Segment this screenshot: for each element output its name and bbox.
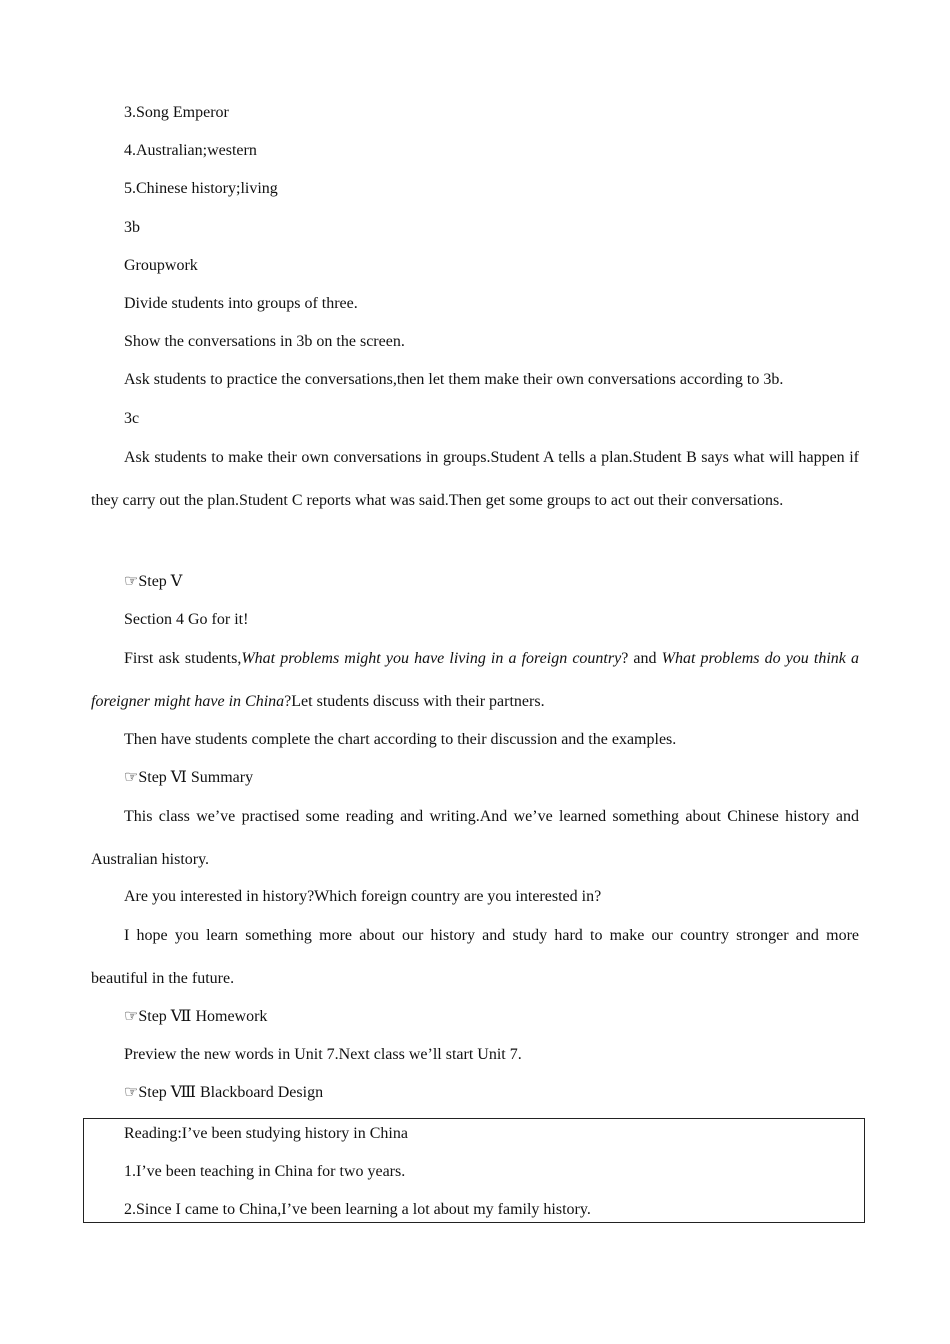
paragraph-step-5: First ask students,What problems might you have living in a foreign country? and What problems do you think a foreigner might have in China?Let students discuss with their partners. bbox=[91, 650, 859, 710]
instruction-line: Divide students into groups of three. bbox=[124, 295, 358, 312]
paragraph-3c: Ask students to make their own conversations in groups.Student A tells a plan.Student B says what will happen if they carry out the plan.Student C reports what was said.Then get some groups to act out their conversations. bbox=[91, 449, 859, 509]
groupwork-label: Groupwork bbox=[124, 257, 198, 274]
summary-question: Are you interested in history?Which foreign country are you interested in? bbox=[124, 888, 602, 905]
homework-line: Preview the new words in Unit 7.Next class we’ll start Unit 7. bbox=[124, 1046, 522, 1063]
step-7-heading: ☞Step Ⅶ Homework bbox=[124, 1008, 268, 1025]
table-rule-mark bbox=[864, 1185, 865, 1197]
blackboard-design-box bbox=[83, 1118, 865, 1223]
answer-line-3: 3.Song Emperor bbox=[124, 104, 229, 121]
step-5-heading: ☞Step Ⅴ bbox=[124, 573, 183, 590]
instruction-line: Show the conversations in 3b on the screen. bbox=[124, 333, 405, 350]
instruction-line: Then have students complete the chart according to their discussion and the examples. bbox=[124, 731, 677, 748]
step-6-heading: ☞Step Ⅵ Summary bbox=[124, 769, 254, 786]
board-item-1: 1.I’ve been teaching in China for two years. bbox=[124, 1163, 406, 1180]
summary-paragraph: This class we’ve practised some reading and writing.And we’ve learned something about Chinese history and Australian history. bbox=[91, 808, 859, 868]
answer-line-4: 4.Australian;western bbox=[124, 142, 257, 159]
table-rule-mark bbox=[83, 1147, 84, 1159]
question-2: What problems do you think a foreigner might have in China bbox=[91, 650, 859, 710]
board-item-2: 2.Since I came to China,I’ve been learning a lot about my family history. bbox=[124, 1201, 591, 1218]
answer-line-5: 5.Chinese history;living bbox=[124, 180, 278, 197]
table-rule-mark bbox=[83, 1185, 84, 1197]
board-title: Reading:I’ve been studying history in China bbox=[124, 1125, 408, 1142]
section-heading: Section 4 Go for it! bbox=[124, 611, 249, 628]
summary-paragraph: I hope you learn something more about our history and study hard to make our country stronger and more beautiful in the future. bbox=[91, 927, 859, 987]
table-rule-mark bbox=[864, 1147, 865, 1159]
instruction-line: Ask students to practice the conversations,then let them make their own conversations according to 3b. bbox=[124, 371, 784, 388]
activity-label-3b: 3b bbox=[124, 219, 140, 236]
step-8-heading: ☞Step Ⅷ Blackboard Design bbox=[124, 1084, 324, 1101]
activity-label-3c: 3c bbox=[124, 410, 140, 427]
question-1: What problems might you have living in a foreign country bbox=[241, 650, 622, 667]
